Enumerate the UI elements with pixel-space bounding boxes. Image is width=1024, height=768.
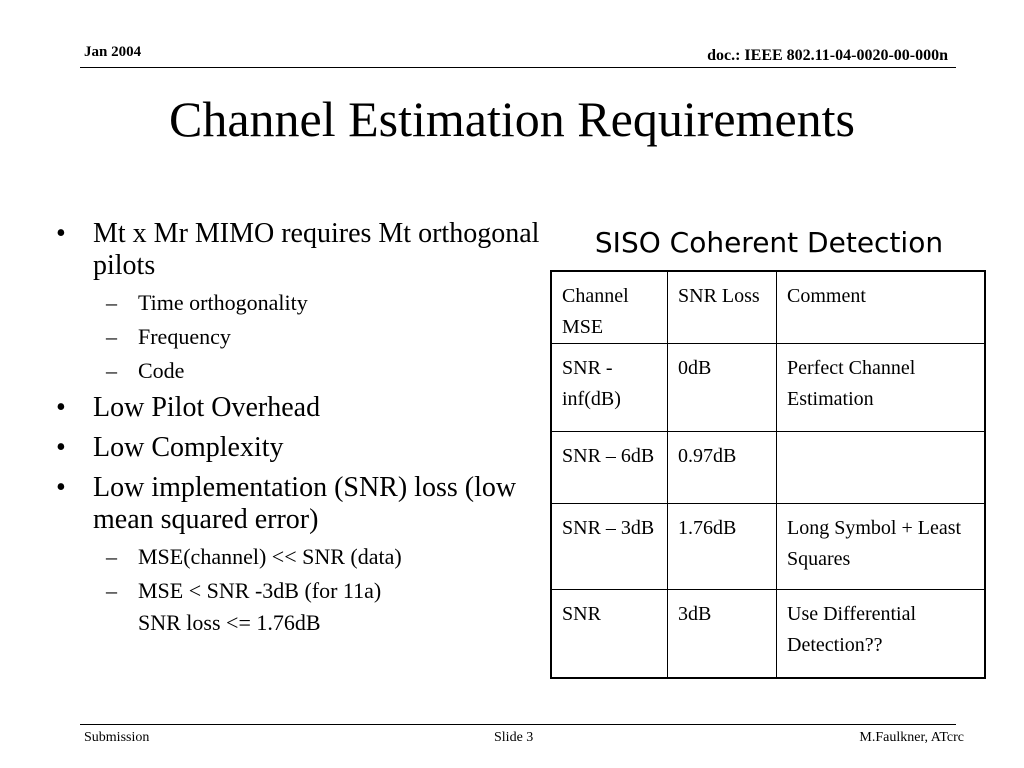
sub-bullet-marker: – xyxy=(106,324,117,349)
header-cell: SNR Loss xyxy=(668,271,777,344)
sub-bullet-text: MSE < SNR -3dB (for 11a) xyxy=(138,578,382,603)
footer-submission: Submission xyxy=(84,730,150,745)
sub-bullet-text: Frequency xyxy=(138,324,231,349)
bullet-text: Low implementation (SNR) loss (low mean squared error) xyxy=(93,472,517,535)
bullet-marker: • xyxy=(56,432,66,463)
footer-author: M.Faulkner, ATcrc xyxy=(859,730,964,745)
sub-bullet-text: MSE(channel) << SNR (data) xyxy=(138,544,402,569)
header-divider xyxy=(80,67,956,68)
bullet-marker: • xyxy=(56,472,66,503)
table-caption: SISO Coherent Detection xyxy=(594,226,944,259)
siso-table xyxy=(550,270,986,679)
table-row xyxy=(551,344,985,432)
table-header-row xyxy=(551,271,985,344)
table-cell: SNR xyxy=(551,590,668,678)
slide-title: Channel Estimation Requirements xyxy=(169,91,855,147)
sub-bullet-item xyxy=(56,324,556,350)
table-cell: 1.76dB xyxy=(668,504,777,590)
sub-bullet-item xyxy=(56,358,556,384)
sub-bullet-text: Code xyxy=(138,358,185,383)
table-row xyxy=(551,432,985,504)
table-cell xyxy=(777,432,986,504)
table-cell: 3dB xyxy=(668,590,777,678)
sub-bullet-list xyxy=(56,544,556,636)
footer-divider xyxy=(80,724,956,725)
table-cell: Use Differential Detection?? xyxy=(777,590,986,678)
bullet-item xyxy=(56,432,556,464)
bullet-marker: • xyxy=(56,392,66,423)
header-cell: Comment xyxy=(777,271,986,344)
table-cell: SNR – 3dB xyxy=(551,504,668,590)
bullet-list xyxy=(56,218,556,644)
table-row xyxy=(551,504,985,590)
header-doc-id: doc.: IEEE 802.11-04-0020-00-000n xyxy=(707,47,948,64)
bullet-item xyxy=(56,218,556,282)
sub-bullet-list xyxy=(56,290,556,384)
sub-bullet-item xyxy=(56,544,556,570)
table-cell: Long Symbol + Least Squares xyxy=(777,504,986,590)
table-cell: 0.97dB xyxy=(668,432,777,504)
header-cell: Channel MSE xyxy=(551,271,668,344)
sub-bullet-text: Time orthogonality xyxy=(138,290,308,315)
sub-bullet-text: SNR loss <= 1.76dB xyxy=(138,610,321,635)
table-row xyxy=(551,590,985,678)
table-cell: 0dB xyxy=(668,344,777,432)
table-cell: SNR – 6dB xyxy=(551,432,668,504)
table-cell: Perfect Channel Estimation xyxy=(777,344,986,432)
sub-bullet-continuation xyxy=(56,610,556,636)
footer-slide-number: Slide 3 xyxy=(494,730,534,745)
sub-bullet-marker: – xyxy=(106,544,117,569)
sub-bullet-marker: – xyxy=(106,578,117,603)
bullet-item xyxy=(56,472,556,536)
sub-bullet-marker: – xyxy=(106,358,117,383)
bullet-text: Low Pilot Overhead xyxy=(93,392,321,423)
bullet-text: Low Complexity xyxy=(93,432,284,463)
sub-bullet-marker: – xyxy=(106,290,117,315)
bullet-text: Mt x Mr MIMO requires Mt orthogonal pilots xyxy=(93,218,540,281)
table-cell: SNR - inf(dB) xyxy=(551,344,668,432)
bullet-marker: • xyxy=(56,218,66,249)
bullet-item xyxy=(56,392,556,424)
header-date: Jan 2004 xyxy=(84,44,142,60)
sub-bullet-item xyxy=(56,578,556,604)
sub-bullet-item xyxy=(56,290,556,316)
